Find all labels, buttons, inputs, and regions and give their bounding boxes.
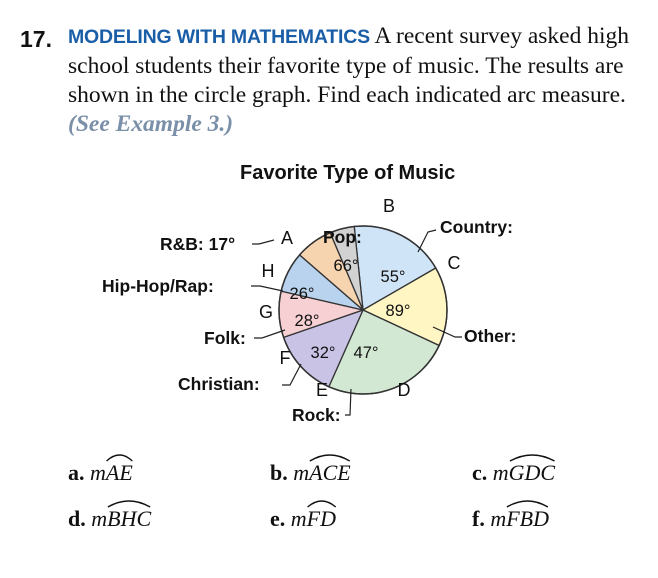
arc-name: FD — [307, 506, 336, 532]
leader-folk — [254, 330, 285, 338]
example-reference[interactable]: (See Example 3.) — [68, 111, 234, 137]
leader-hiphop — [251, 286, 283, 291]
point-F: F — [279, 348, 291, 368]
label-rb: R&B: 17° — [160, 234, 236, 254]
question-letter: d. — [68, 506, 92, 531]
question-letter: c. — [472, 460, 493, 485]
question-a — [68, 460, 133, 486]
question-letter: f. — [472, 506, 491, 531]
point-C: C — [447, 253, 461, 273]
arc-overline-icon — [509, 452, 555, 462]
arc-overline-icon — [309, 452, 351, 462]
point-D: D — [397, 380, 411, 400]
question-letter: a. — [68, 460, 90, 485]
label-rock: Rock: — [292, 405, 341, 425]
problem-heading: MODELING WITH MATHEMATICS — [68, 26, 370, 48]
point-B: B — [382, 196, 396, 216]
value-country: 55° — [380, 268, 406, 286]
value-rock: 47° — [353, 344, 379, 362]
point-A: A — [280, 228, 294, 248]
measure-symbol: m — [90, 460, 106, 485]
label-country: Country: — [440, 217, 513, 237]
problem-number: 17. — [20, 26, 52, 52]
question-letter: e. — [270, 506, 291, 531]
question-e — [270, 506, 336, 532]
question-letter: b. — [270, 460, 294, 485]
value-hip-hop-rap: 26° — [289, 285, 315, 303]
question-d — [68, 506, 151, 532]
question-f — [472, 506, 549, 532]
measure-symbol: m — [293, 460, 310, 485]
arc-name: FBD — [506, 506, 549, 532]
arc-name: ACE — [309, 460, 351, 486]
measure-symbol: m — [492, 460, 509, 485]
value-pop: 66° — [333, 257, 359, 275]
arc-overline-icon — [506, 498, 549, 508]
pie-slices — [279, 226, 447, 394]
value-christian: 32° — [310, 344, 336, 362]
label-other: Other: — [464, 326, 517, 346]
arc-name: AE — [106, 460, 133, 486]
measure-symbol: m — [290, 506, 307, 531]
value-other: 89° — [385, 302, 411, 320]
label-folk: Folk: — [204, 328, 246, 348]
problem-text: A recent survey asked high school students their favorite type of music. The results are shown in the circle graph. Find each indicated arc measure. — [68, 23, 630, 108]
label-pop: Pop: — [323, 227, 362, 247]
point-E: E — [315, 380, 329, 400]
value-folk: 28° — [294, 312, 320, 330]
point-H: H — [261, 261, 275, 281]
chart-title: Favorite Type of Music — [240, 162, 456, 184]
arc-name: GDC — [509, 460, 555, 486]
measure-symbol: m — [490, 506, 507, 531]
leader-rb — [252, 240, 274, 244]
arc-overline-icon — [106, 452, 133, 462]
point-G: G — [258, 302, 274, 322]
label-christian: Christian: — [178, 374, 260, 394]
measure-symbol: m — [91, 506, 108, 531]
arc-overline-icon — [107, 498, 151, 508]
arc-name: BHC — [107, 506, 151, 532]
arc-overline-icon — [307, 498, 336, 508]
label-hiphop: Hip-Hop/Rap: — [102, 276, 214, 296]
question-c — [472, 460, 555, 486]
question-b — [270, 460, 351, 486]
